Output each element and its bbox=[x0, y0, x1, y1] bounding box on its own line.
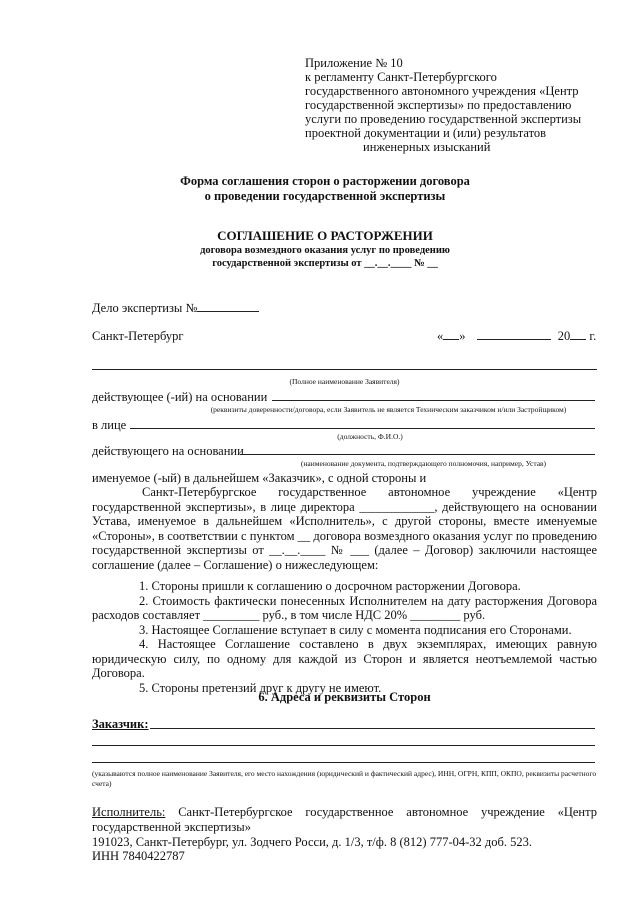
agreement-subtitle2: государственной экспертизы от __.__.____ № __ bbox=[212, 258, 438, 269]
person-field[interactable] bbox=[130, 428, 595, 429]
customer-details-line[interactable] bbox=[92, 762, 595, 763]
appendix-line: к регламенту Санкт-Петербургского bbox=[305, 70, 497, 84]
appendix-line: проектной документации и (или) результатов bbox=[305, 126, 547, 140]
section6-title: 6. Адреса и реквизиты Сторон bbox=[258, 690, 431, 704]
date-quote-open: « bbox=[437, 329, 444, 343]
clauses bbox=[92, 579, 597, 695]
customer-details-line[interactable] bbox=[92, 745, 595, 746]
acting-basis-field[interactable] bbox=[272, 400, 595, 401]
acting-doc-label: действующего на основании bbox=[92, 444, 244, 458]
month-field[interactable] bbox=[477, 329, 551, 340]
executor-address: 191023, Санкт-Петербург, ул. Зодчего Росси, д. 1/3, т/ф. 8 (812) 777-04-32 доб. 523. bbox=[92, 835, 532, 849]
agreement-heading: СОГЛАШЕНИЕ О РАСТОРЖЕНИИ bbox=[217, 228, 433, 243]
clause: 4. Настоящее Соглашение составлено в двух экземплярах, имеющих равную юридическую силу, по одному для каждой из Сторон и является неотъемлемой частью Договора. bbox=[92, 637, 597, 680]
customer-text: именуемое (-ый) в дальнейшем «Заказчик», с одной стороны и bbox=[92, 471, 427, 485]
applicant-caption: (Полное наименование Заявителя) bbox=[289, 377, 400, 386]
case-label: Дело экспертизы № bbox=[92, 301, 198, 315]
year-suffix: г. bbox=[589, 329, 597, 343]
acting-doc-field[interactable] bbox=[240, 454, 595, 455]
form-title-line2: о проведении государственной экспертизы bbox=[204, 189, 446, 203]
customer-label: Заказчик: bbox=[92, 717, 149, 731]
person-label: в лице bbox=[92, 418, 127, 432]
clause: 3. Настоящее Соглашение вступает в силу с момента подписания его Сторонами. bbox=[139, 622, 572, 637]
customer-caption: (указываются полное наименование Заявителя, его место нахождения (юридический и фактический адрес), ИНН, ОГРН, КПП, ОКПО, реквизиты расчетного счета) bbox=[92, 769, 597, 788]
form-title bbox=[60, 174, 590, 203]
appendix-block bbox=[305, 56, 605, 154]
form-title-line1: Форма соглашения сторон о расторжении договора bbox=[180, 174, 470, 188]
appendix-line: государственного автономного учреждения «Центр bbox=[305, 84, 579, 98]
appendix-line: Приложение № 10 bbox=[305, 56, 403, 70]
date-quote-close: » bbox=[459, 329, 466, 343]
clause: 5. Стороны претензий друг к другу не имеют. bbox=[139, 680, 382, 695]
executor-block bbox=[92, 805, 597, 834]
year-prefix: 20 bbox=[557, 329, 571, 343]
agreement-subtitle1: договора возмездного оказания услуг по проведению bbox=[200, 245, 450, 256]
day-field[interactable] bbox=[443, 329, 459, 340]
appendix-line: государственной экспертизы» по предоставлению bbox=[305, 98, 572, 112]
clause: 2. Стоимость фактически понесенных Исполнителем на дату расторжения Договора расходов составляет _________ руб., в том числе НДС 20% ________ руб. bbox=[92, 593, 597, 622]
city: Санкт-Петербург bbox=[92, 329, 184, 343]
clause: 1. Стороны пришли к соглашению о досрочном расторжении Договора. bbox=[139, 579, 521, 593]
appendix-line: инженерных изысканий bbox=[363, 140, 491, 154]
date-row bbox=[437, 329, 597, 343]
case-number-field[interactable] bbox=[197, 301, 259, 312]
preamble: Санкт-Петербургское государственное автономное учреждение «Центр государственной экспертизы», в лице директора ____________, действующего на основании Устава, именуемое в дальнейшем «Исполнитель», с другой стороны, вместе именуемые «Стороны», в соответствии с пунктом __ договора возмездного оказания услуг по проведению государственной экспертизы от __.__.____ № ___ (далее – Договор) заключили настоящее соглашение (далее – Соглашение) о нижеследующем: bbox=[92, 485, 597, 572]
appendix-line: услуги по проведению государственной экспертизы bbox=[305, 112, 582, 126]
customer-details-line[interactable] bbox=[150, 728, 595, 729]
executor-inn: ИНН 7840422787 bbox=[92, 849, 185, 863]
person-caption: (должность, Ф.И.О.) bbox=[337, 432, 403, 441]
case-number-row bbox=[92, 301, 259, 315]
acting-basis-label: действующее (-ий) на основании bbox=[92, 390, 268, 404]
acting-doc-caption: (наименование документа, подтверждающего полномочия, например, Устав) bbox=[300, 459, 547, 468]
executor-label: Исполнитель: bbox=[92, 805, 166, 819]
executor-name: Санкт-Петербургское государственное автономное учреждение «Центр государственной экспертизы» bbox=[92, 805, 597, 834]
applicant-name-field[interactable] bbox=[92, 369, 597, 370]
agreement-title bbox=[60, 229, 590, 269]
year-field[interactable] bbox=[570, 329, 586, 340]
acting-basis-caption: (реквизиты доверенности/договора, если Заявитель не является Техническим заказчиком и/или Застройщиком) bbox=[210, 405, 567, 414]
